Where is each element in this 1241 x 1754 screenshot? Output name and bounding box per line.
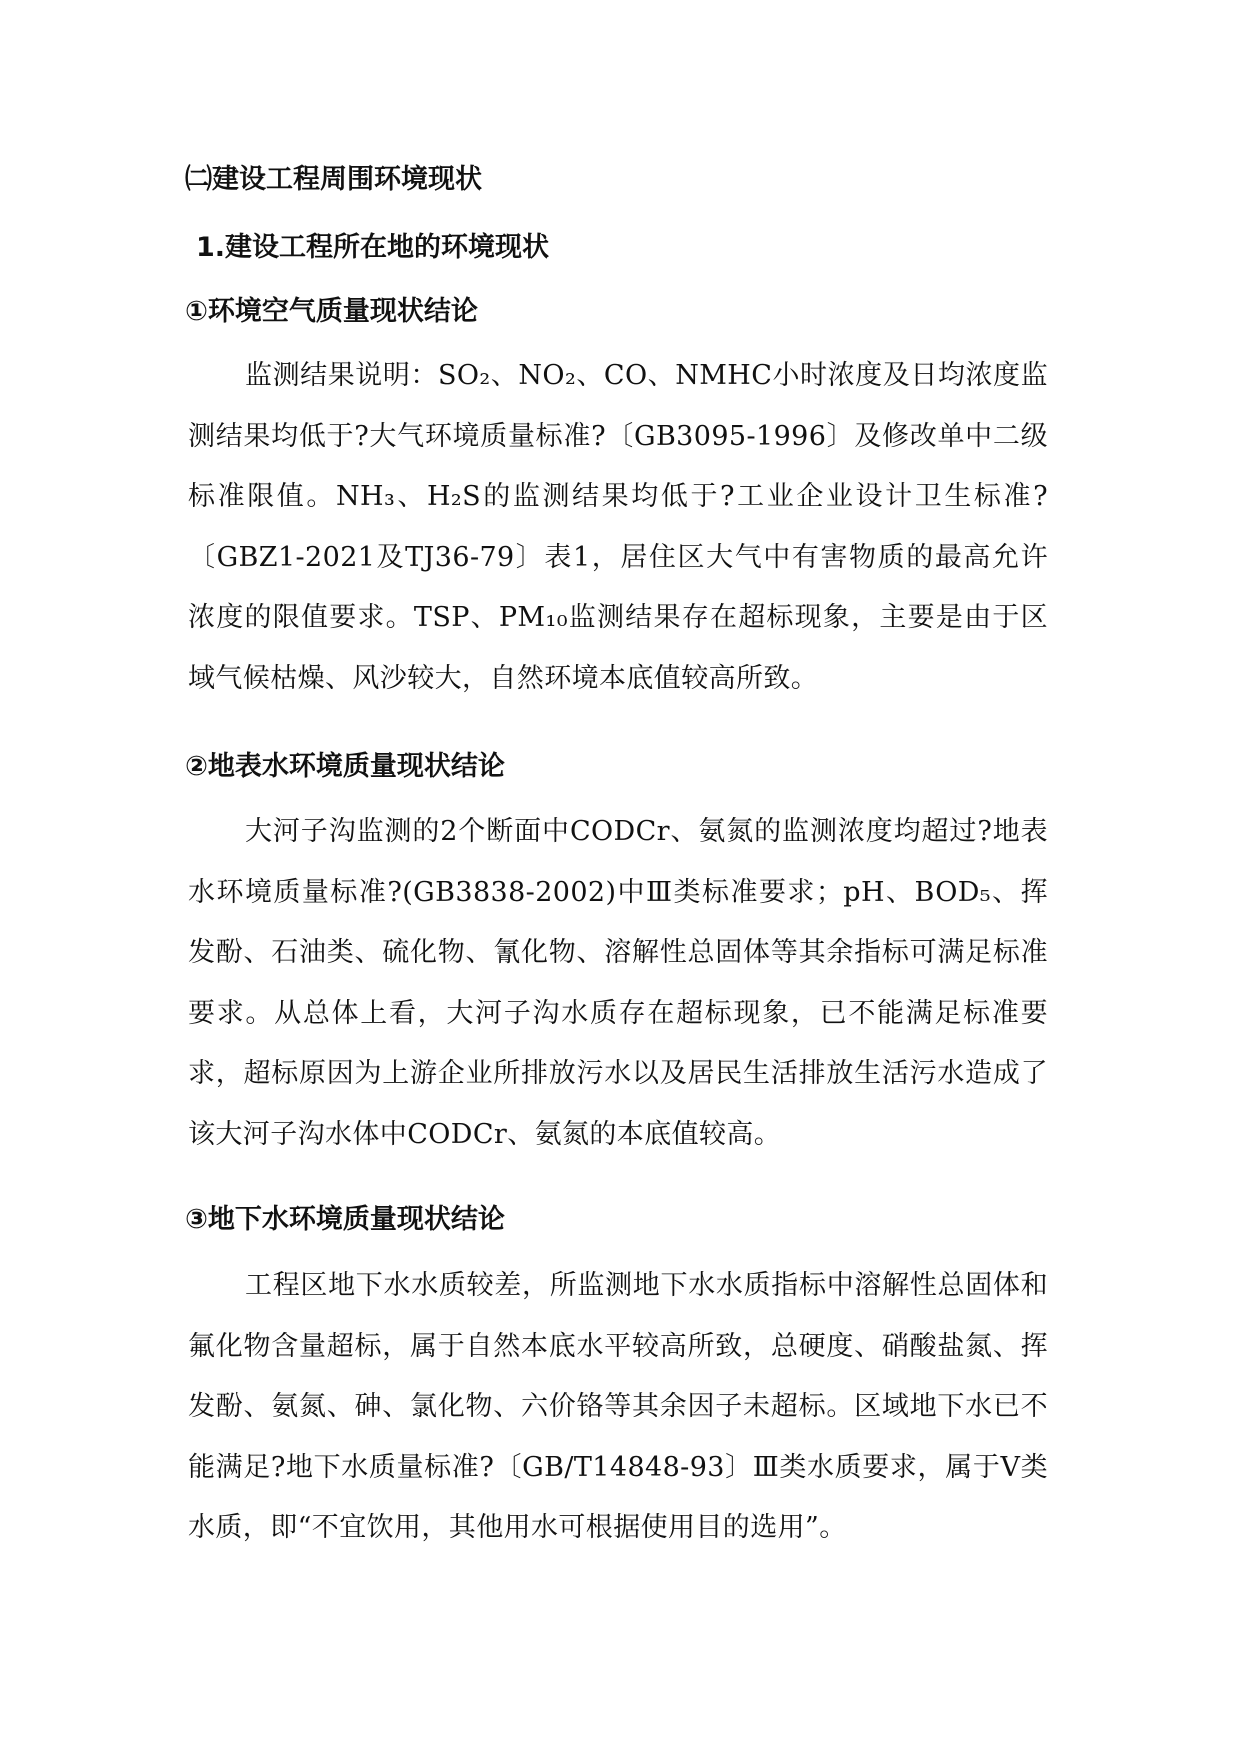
groundwater-paragraph: 工程区地下水水质较差，所监测地下水水质指标中溶解性总固体和氟化物含量超标，属于自然本底水平较高所致，总硬度、硝酸盐氮、挥发酚、氨氮、砷、氯化物、六价铬等其余因子未超标。区域地下水已不能满足?地下水质量标准?〔GB/T14848-93〕Ⅲ类水质要求，属于Ⅴ类水质，即“不宜饮用，其他用水可根据使用目的选用”。	[188, 1270, 1048, 1543]
section-title: ㈡建设工程周围环境现状	[185, 164, 482, 195]
surface-water-paragraph: 大河子沟监测的2个断面中CODCr、氨氮的监测浓度均超过?地表水环境质量标准?(GB3838-2002)中Ⅲ类标准要求；pH、BOD₅、挥发酚、石油类、硫化物、氰化物、溶解性总固体等其余指标可满足标准要求。从总体上看，大河子沟水质存在超标现象，已不能满足标准要求，超标原因为上游企业所排放污水以及居民生活排放生活污水造成了该大河子沟水体中CODCr、氨氮的本底值较高。	[188, 816, 1048, 1150]
air-quality-paragraph: 监测结果说明：SO₂、NO₂、CO、NMHC小时浓度及日均浓度监测结果均低于?大气环境质量标准?〔GB3095-1996〕及修改单中二级标准限值。NH₃、H₂S的监测结果均低于?工业企业设计卫生标准?〔GBZ1-2021及TJ36-79〕表1，居住区大气中有害物质的最高允许浓度的限值要求。TSP、PM₁₀监测结果存在超标现象，主要是由于区域气候枯燥、风沙较大，自然环境本底值较高所致。	[188, 360, 1048, 694]
air-quality-heading: ①环境空气质量现状结论	[185, 296, 478, 327]
surface-water-heading: ②地表水环境质量现状结论	[185, 751, 505, 782]
groundwater-heading: ③地下水环境质量现状结论	[185, 1204, 505, 1235]
sub-title: 1.建设工程所在地的环境现状	[196, 232, 550, 263]
